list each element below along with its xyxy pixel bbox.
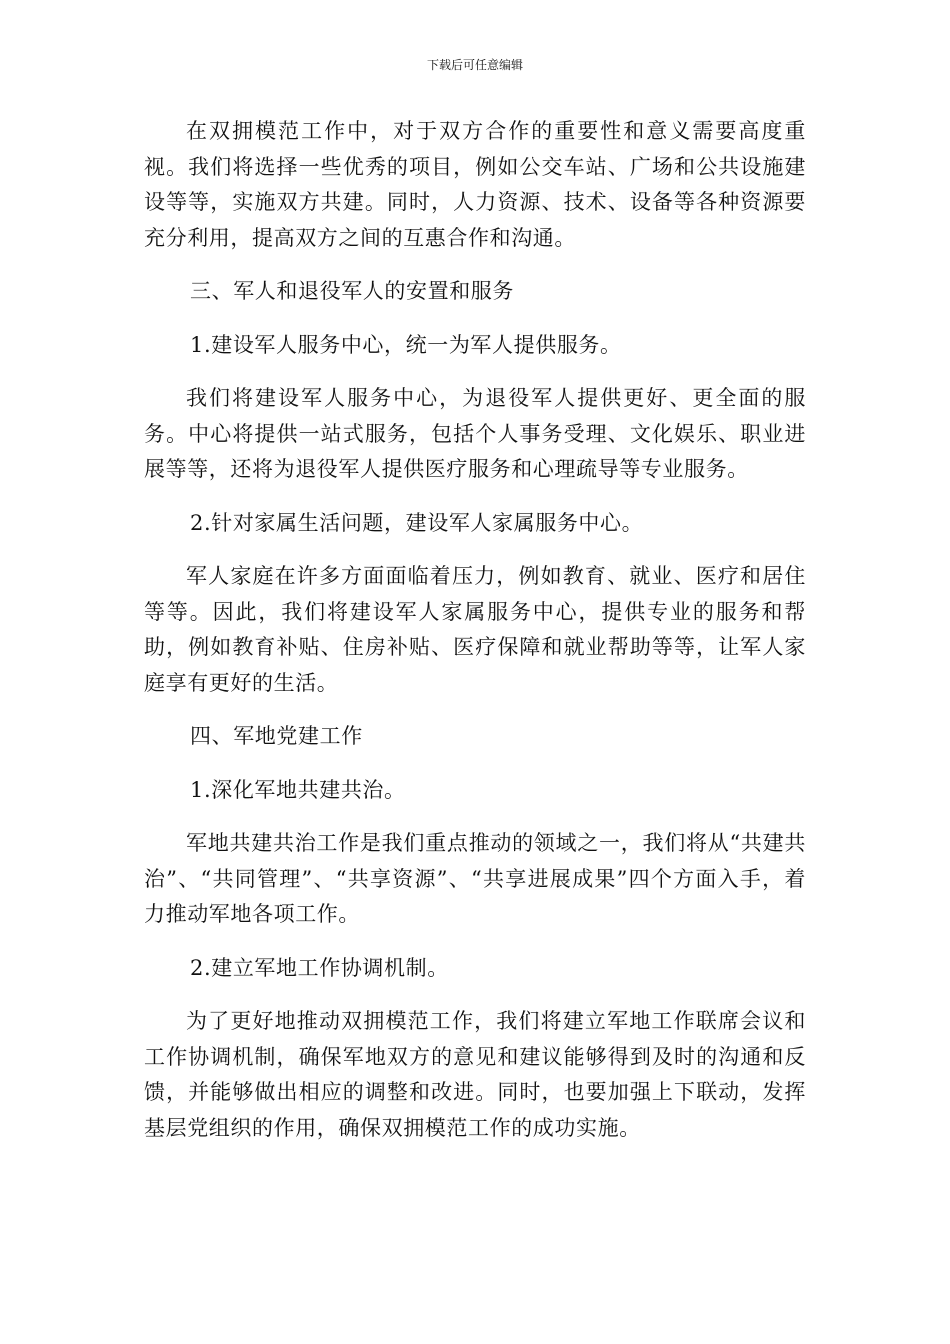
document-body xyxy=(144,114,806,1164)
subheading-3-2: 2.针对家属生活问题，建设军人家属服务中心。 xyxy=(190,510,644,535)
subheading-4-1: 1.深化军地共建共治。 xyxy=(190,777,406,802)
paragraph-service-center: 我们将建设军人服务中心，为退役军人提供更好、更全面的服务。中心将提供一站式服务，包括个人事务受理、文化娱乐、职业进展等等，还将为退役军人提供医疗服务和心理疏导等专业服务。 xyxy=(144,386,806,481)
subheading-4-2: 2.建立军地工作协调机制。 xyxy=(190,955,449,980)
paragraph-coordination: 为了更好地推动双拥模范工作，我们将建立军地工作联席会议和工作协调机制，确保军地双方的意见和建议能够得到及时的沟通和反馈，并能够做出相应的调整和改进。同时，也要加强上下联动，发挥基层党组织的作用，确保双拥模范工作的成功实施。 xyxy=(144,1009,806,1140)
section-heading-3: 三、军人和退役军人的安置和服务 xyxy=(190,279,514,303)
section-heading-4: 四、军地党建工作 xyxy=(190,724,363,748)
paragraph-co-governance: 军地共建共治工作是我们重点推动的领域之一，我们将从“共建共治”、“共同管理”、“共享资源”、“共享进展成果”四个方面入手，着力推动军地各项工作。 xyxy=(144,831,806,926)
paragraph-cooperation: 在双拥模范工作中，对于双方合作的重要性和意义需要高度重视。我们将选择一些优秀的项目，例如公交车站、广场和公共设施建设等等，实施双方共建。同时，人力资源、技术、设备等各种资源要充分利用，提高双方之间的互惠合作和沟通。 xyxy=(144,119,806,250)
page-header: 下载后可任意编辑 xyxy=(426,58,523,72)
subheading-3-1: 1.建设军人服务中心，统一为军人提供服务。 xyxy=(190,332,622,357)
paragraph-family-center: 军人家庭在许多方面面临着压力，例如教育、就业、医疗和居住等等。因此，我们将建设军人家属服务中心，提供专业的服务和帮助，例如教育补贴、住房补贴、医疗保障和就业帮助等等，让军人家庭享有更好的生活。 xyxy=(144,564,806,695)
